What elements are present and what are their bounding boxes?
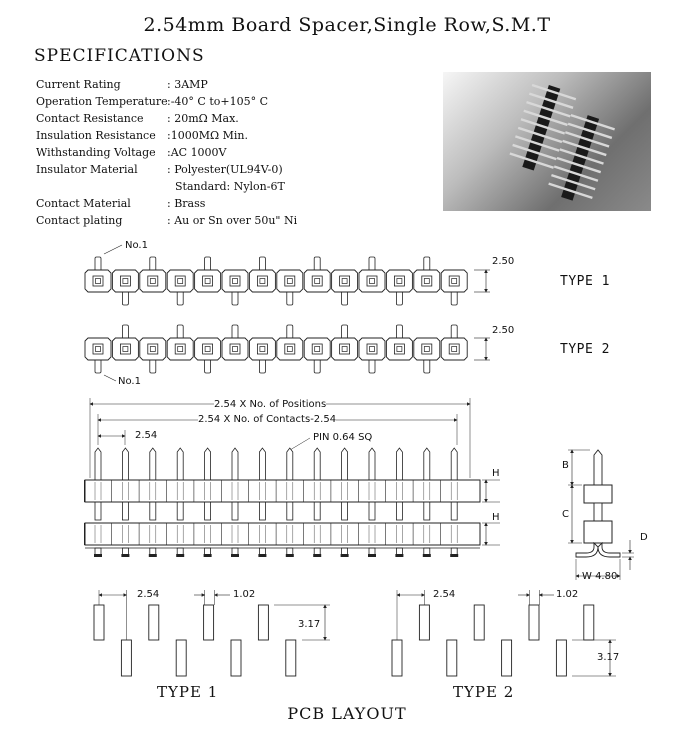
pin-segment (205, 500, 211, 520)
solder-tab (450, 554, 458, 557)
pcb-pad (149, 605, 159, 640)
positions-dimension: 2.54 X No. of Positions (214, 399, 327, 410)
pcb-pad (258, 605, 268, 640)
spec-label: Contact Resistance (36, 112, 144, 125)
pcb2-pad-width-dim: 1.02 (556, 589, 579, 600)
pcb-pad (502, 640, 512, 676)
pcb-pad (94, 605, 104, 640)
pin-stub (259, 359, 265, 373)
pin-stub (95, 257, 101, 271)
pcb-pad (286, 640, 296, 676)
pin-segment (287, 500, 293, 520)
contact-inner (342, 279, 347, 284)
pin-stub (424, 359, 430, 373)
pin (205, 448, 211, 480)
profile-view (568, 450, 634, 580)
pin-stub (314, 257, 320, 271)
h-dim-upper: H (492, 468, 500, 479)
spec-value: : Brass (167, 197, 206, 210)
height-dim-type-2: 2.50 (492, 325, 515, 336)
pin (314, 448, 320, 480)
pin-stub (232, 325, 238, 339)
solder-tab (395, 554, 403, 557)
contact-inner (150, 347, 155, 352)
type-1-label: TYPE 1 (560, 274, 610, 289)
solder-tab (121, 554, 129, 557)
contact-inner (315, 347, 320, 352)
contact-inner (287, 279, 292, 284)
contact-inner (233, 347, 238, 352)
spec-label: Current Rating (36, 78, 121, 91)
contact-inner (287, 347, 292, 352)
pin (122, 448, 128, 480)
contact-inner (260, 347, 265, 352)
contact-inner (370, 279, 375, 284)
pcb-pad (556, 640, 566, 676)
pin-stub (342, 291, 348, 305)
height-dim-type-1: 2.50 (492, 256, 515, 267)
contact-inner (205, 279, 210, 284)
solder-tab (149, 554, 157, 557)
spec-value: Standard: Nylon-6T (175, 180, 285, 193)
contact-inner (205, 347, 210, 352)
pin (177, 448, 183, 480)
pin (150, 448, 156, 480)
solder-tab (258, 554, 266, 557)
contact-inner (370, 347, 375, 352)
contact-inner (150, 279, 155, 284)
pin-stub (177, 325, 183, 339)
pcb-pad (474, 605, 484, 640)
housing-body (85, 480, 480, 502)
pin-stub (150, 359, 156, 373)
pcb-type-1-label: TYPE 1 (157, 683, 219, 701)
pin-stub (451, 291, 457, 305)
profile-housing-lower (584, 521, 612, 543)
pin-stub (369, 359, 375, 373)
solder-tab (94, 554, 102, 557)
pin (369, 448, 375, 480)
no1-label-top: No.1 (125, 240, 148, 251)
pin-stub (232, 291, 238, 305)
pin-stub (205, 257, 211, 271)
pcb-type-2-label: TYPE 2 (453, 683, 515, 701)
leader-line (104, 245, 122, 254)
pcb-pad (231, 640, 241, 676)
pcb-pad (392, 640, 402, 676)
pin-stub (205, 359, 211, 373)
contact-inner (233, 279, 238, 284)
pin-stub (369, 257, 375, 271)
contact-inner (96, 279, 101, 284)
pcb1-pad-width-dim: 1.02 (233, 589, 256, 600)
pin-segment (177, 500, 183, 520)
specifications-heading: SPECIFICATIONS (34, 46, 205, 66)
profile-tail-left (576, 543, 598, 557)
pin-stub (287, 291, 293, 305)
spec-value: : Au or Sn over 50u" Ni (167, 214, 298, 227)
pin-segment (259, 500, 265, 520)
pin-segment (396, 500, 402, 520)
pcb-layout-type-2 (392, 590, 616, 676)
pcb2-offset-dim: 3.17 (597, 652, 620, 663)
spec-label: Contact plating (36, 214, 123, 227)
spec-label: Operation Temperature (36, 95, 168, 108)
profile-pin (594, 450, 602, 485)
contact-inner (452, 279, 457, 284)
contact-inner (424, 279, 429, 284)
leader-line (104, 375, 116, 381)
pin-stub (396, 291, 402, 305)
pcb-pad (419, 605, 429, 640)
pin (424, 448, 430, 480)
pcb2-pitch-dim: 2.54 (433, 589, 456, 600)
spec-label: Withstanding Voltage (36, 146, 156, 159)
contact-inner (96, 347, 101, 352)
pcb-pad (584, 605, 594, 640)
spec-value: :1000MΩ Min. (167, 129, 248, 142)
pin (287, 448, 293, 480)
pin-segment (232, 500, 238, 520)
solder-tab (368, 554, 376, 557)
pin-segment (451, 500, 457, 520)
contact-inner (342, 347, 347, 352)
profile-pin-mid (594, 503, 602, 521)
pin-stub (122, 325, 128, 339)
no1-label-bottom: No.1 (118, 376, 141, 387)
solder-tab (231, 554, 239, 557)
h-dim-lower: H (492, 512, 500, 523)
pcb-layout-type-1 (94, 590, 330, 676)
pcb1-offset-dim: 3.17 (298, 619, 321, 630)
pin-segment (150, 500, 156, 520)
spec-label: Insulation Resistance (36, 129, 156, 142)
pin-stub (122, 291, 128, 305)
contact-inner (315, 279, 320, 284)
contact-inner (178, 279, 183, 284)
pin-segment (95, 500, 101, 520)
pin (396, 448, 402, 480)
pin-stub (259, 257, 265, 271)
pcb-pad (447, 640, 457, 676)
spec-value: :-40° C to+105° C (167, 95, 268, 108)
pin (451, 448, 457, 480)
leader-line (290, 438, 310, 450)
d-dimension: D (640, 532, 648, 543)
spec-value: : Polyester(UL94V-0) (167, 163, 283, 176)
pitch-dimension: 2.54 (135, 430, 158, 441)
spec-value: : 20mΩ Max. (167, 112, 239, 125)
solder-tab (176, 554, 184, 557)
pcb1-pitch-dim: 2.54 (137, 589, 160, 600)
pin-stub (287, 325, 293, 339)
pin-stub (424, 257, 430, 271)
pcb-layout-title: PCB LAYOUT (287, 704, 407, 723)
pin (232, 448, 238, 480)
contact-inner (123, 279, 128, 284)
housing-body (85, 523, 480, 545)
pin (259, 448, 265, 480)
contact-inner (397, 279, 402, 284)
solder-tab (204, 554, 212, 557)
solder-tab (313, 554, 321, 557)
pin-stub (396, 325, 402, 339)
pin (342, 448, 348, 480)
solder-tab (286, 554, 294, 557)
spec-value: :AC 1000V (167, 146, 227, 159)
pin-size-label: PIN 0.64 SQ (313, 432, 373, 443)
pcb-pad (121, 640, 131, 676)
w-dimension: W 4.80 (582, 571, 618, 582)
contact-inner (260, 279, 265, 284)
pin-stub (177, 291, 183, 305)
pcb-pad (176, 640, 186, 676)
document-title: 2.54mm Board Spacer,Single Row,S.M.T (143, 14, 551, 36)
b-dimension: B (562, 460, 569, 471)
pin-stub (314, 359, 320, 373)
contact-inner (397, 347, 402, 352)
pin-stub (451, 325, 457, 339)
pin-segment (342, 500, 348, 520)
contact-inner (452, 347, 457, 352)
type-2-label: TYPE 2 (560, 342, 610, 357)
profile-tail-right (598, 543, 620, 557)
pin-stub (342, 325, 348, 339)
c-dimension: C (562, 509, 569, 520)
pcb-pad (204, 605, 214, 640)
contacts-dimension: 2.54 X No. of Contacts-2.54 (198, 414, 337, 425)
top-view-type-1 (85, 245, 490, 305)
pin (95, 448, 101, 480)
pin-segment (424, 500, 430, 520)
contact-inner (123, 347, 128, 352)
pin-segment (122, 500, 128, 520)
spec-label: Contact Material (36, 197, 131, 210)
solder-tab (423, 554, 431, 557)
contact-inner (424, 347, 429, 352)
profile-housing-upper (584, 485, 612, 503)
solder-tab (341, 554, 349, 557)
pin-stub (150, 257, 156, 271)
pin-stub (95, 359, 101, 373)
spec-label: Insulator Material (36, 163, 138, 176)
pcb-pad (529, 605, 539, 640)
spec-value: : 3AMP (167, 78, 208, 91)
contact-inner (178, 347, 183, 352)
pin-segment (314, 500, 320, 520)
pin-segment (369, 500, 375, 520)
top-view-type-2 (85, 325, 490, 381)
